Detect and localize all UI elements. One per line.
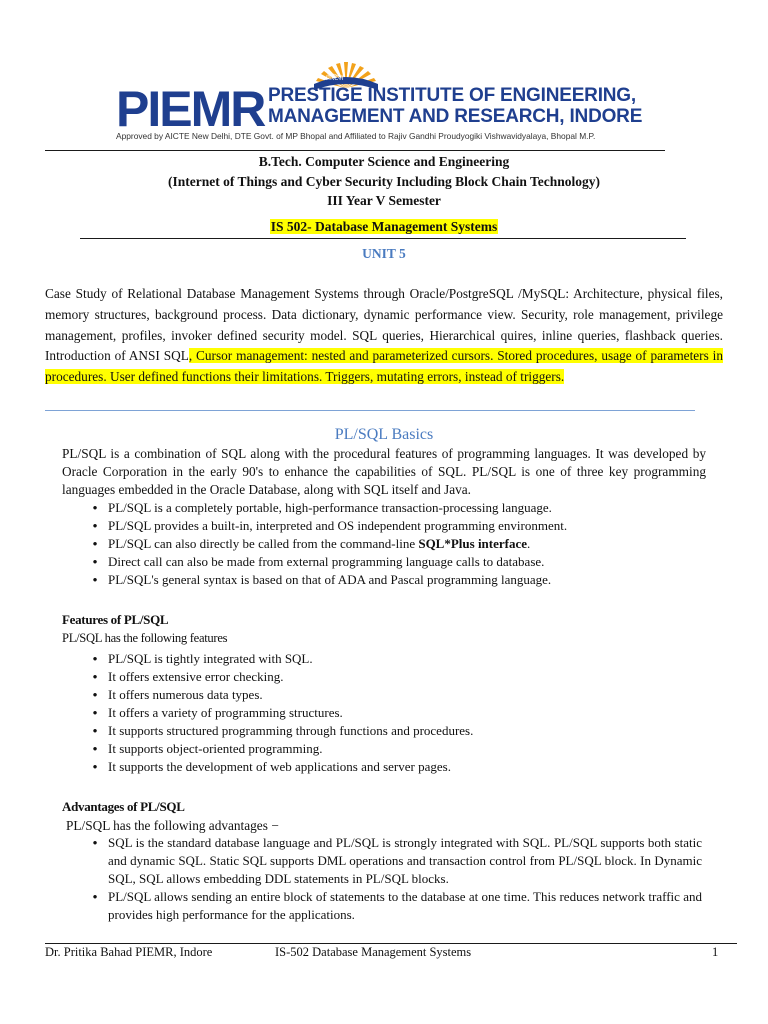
bullet-icon: • <box>92 572 98 587</box>
logo-wordmark: PIEMR <box>116 81 265 137</box>
page-number: 1 <box>712 945 719 959</box>
syllabus-paragraph <box>45 284 723 388</box>
syllabus-text: Case Study of Relational Database Management Systems through Oracle/PostgreSQL /MySQL: Architecture, physical files, memory structures, background process. Data dictionary, dynamic performance view. Security, role management, privilege management, profiles, invoker defined security model. SQL queries, Hierarchical quires, inline queries, flashback queries. Introduction of ANSI SQL <box>45 286 723 364</box>
subject-divider <box>80 238 686 239</box>
list-item: • Direct call can also be made from external programming language calls to database. <box>88 553 698 571</box>
plsql-basics-list <box>88 499 698 589</box>
bullet-icon: • <box>92 536 98 551</box>
bullet-icon: • <box>92 554 98 569</box>
footer-author: Dr. Pritika Bahad PIEMR, Indore <box>45 945 213 959</box>
list-item: • PL/SQL's general syntax is based on that of ADA and Pascal programming language. <box>88 571 698 589</box>
list-item: • PL/SQL allows sending an entire block of statements to the database at one time. This reduces network traffic and provides high performance for the applications. <box>88 888 702 924</box>
bullet-icon: • <box>92 651 98 666</box>
advantages-heading: Advantages of PL/SQL <box>62 799 185 814</box>
list-item: • PL/SQL provides a built-in, interpreted and OS independent programming environment. <box>88 517 698 535</box>
footer-course: IS-502 Database Management Systems <box>275 945 472 959</box>
plsql-intro-paragraph: PL/SQL is a combination of SQL along with the procedural features of programming languages. It was developed by Oracle Corporation in the early 90's to enhance the capabilities of SQL. PL/SQL is one of three key programming languages embedded in the Oracle Database, along with SQL itself and Java. <box>62 446 706 497</box>
list-item: • It supports object-oriented programming. <box>88 740 698 758</box>
unit-heading: UNIT 5 <box>362 246 406 261</box>
list-item: • It supports structured programming through functions and procedures. <box>88 722 698 740</box>
section-divider <box>45 410 695 411</box>
bullet-icon: • <box>92 759 98 774</box>
bullet-icon: • <box>92 741 98 756</box>
bullet-icon: • <box>92 687 98 702</box>
bullet-icon: • <box>92 835 98 850</box>
course-year-semester: III Year V Semester <box>327 193 441 208</box>
list-item: • PL/SQL can also directly be called from the command-line SQL*Plus interface. <box>88 535 698 553</box>
approval-statement: Approved by AICTE New Delhi, DTE Govt. of MP Bhopal and Affiliated to Rajiv Gandhi Proudyogiki Vishwavidyalaya, Bhopal M.P. <box>116 131 596 141</box>
list-item: • SQL is the standard database language and PL/SQL is strongly integrated with SQL. PL/SQL supports both static and dynamic SQL. Static SQL supports DML operations and transaction control from PL/SQL block. In Dynamic SQL, SQL allows embedding DDL statements in PL/SQL blocks. <box>88 834 702 888</box>
bullet-icon: • <box>92 889 98 904</box>
list-item: • PL/SQL is a completely portable, high-performance transaction-processing language. <box>88 499 698 517</box>
features-heading: Features of PL/SQL <box>62 612 169 627</box>
bullet-icon: • <box>92 723 98 738</box>
sqlplus-term: SQL*Plus interface <box>418 536 528 551</box>
features-intro: PL/SQL has the following features <box>62 631 228 645</box>
course-program: B.Tech. Computer Science and Engineering <box>258 154 510 169</box>
list-item: • It offers extensive error checking. <box>88 668 698 686</box>
bullet-icon: • <box>92 518 98 533</box>
list-item: • It supports the development of web applications and server pages. <box>88 758 698 776</box>
subject-title <box>0 219 768 235</box>
institute-header <box>108 44 668 154</box>
footer-divider <box>45 943 737 944</box>
bullet-icon: • <box>92 500 98 515</box>
bullet-icon: • <box>92 669 98 684</box>
institute-name-line1: PRESTIGE INSTITUTE OF ENGINEERING, <box>268 85 636 106</box>
logo-banner-text: प्रेस्टिज <box>326 74 344 82</box>
institute-name <box>268 85 642 127</box>
list-item: • PL/SQL is tightly integrated with SQL. <box>88 650 698 668</box>
syllabus-highlighted-text: , Cursor management: nested and parameterized cursors. Stored procedures, usage of parameters in procedures. User defined functions their limitations. Triggers, mutating errors, instead of triggers. <box>45 348 723 385</box>
list-item: • It offers a variety of programming structures. <box>88 704 698 722</box>
advantages-list <box>88 834 702 924</box>
features-list <box>88 650 698 776</box>
section-title: PL/SQL Basics <box>334 426 434 443</box>
advantages-intro: PL/SQL has the following advantages − <box>66 818 279 833</box>
header-divider <box>45 150 665 151</box>
course-specialization: (Internet of Things and Cyber Security Including Block Chain Technology) <box>168 174 600 189</box>
bullet-icon: • <box>92 705 98 720</box>
list-item: • It offers numerous data types. <box>88 686 698 704</box>
institute-name-line2: MANAGEMENT AND RESEARCH, INDORE <box>268 106 643 127</box>
subject-title-text: IS 502- Database Management Systems <box>270 219 498 234</box>
